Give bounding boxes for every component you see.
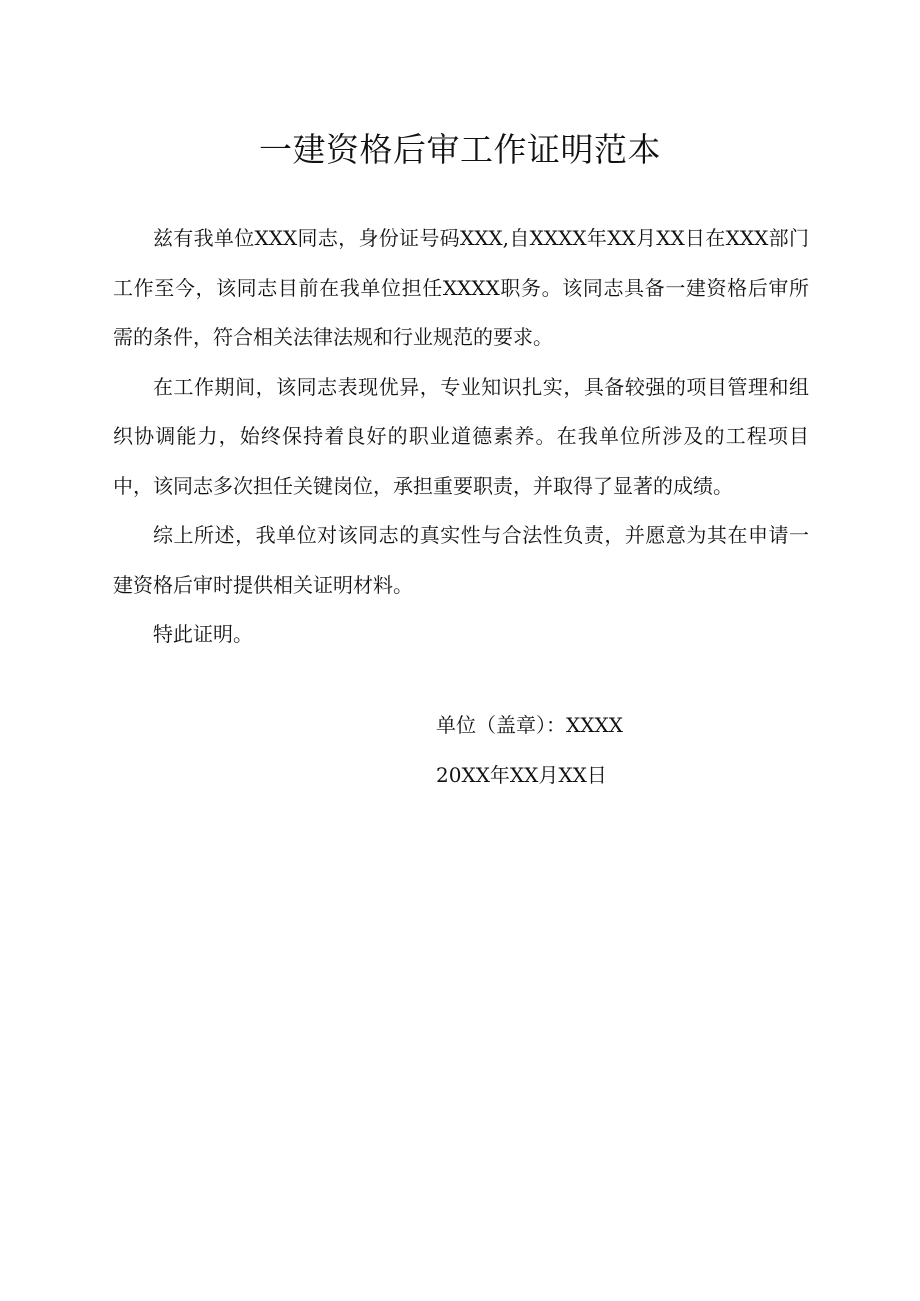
document-body	[113, 214, 809, 660]
signature-unit: 单位（盖章）：XXXX	[436, 713, 623, 737]
body-paragraph-2: 在工作期间，该同志表现优异，专业知识扎实，具备较强的项目管理和组织协调能力，始终保持着良好的职业道德素养。在我单位所涉及的工程项目中，该同志多次担任关键岗位，承担重要职责，并取得了显著的成绩。	[113, 374, 809, 498]
document-title: 一建资格后审工作证明范本	[259, 130, 661, 169]
signature-block	[436, 701, 623, 800]
body-paragraph-3: 综上所述，我单位对该同志的真实性与合法性负责，并愿意为其在申请一建资格后审时提供相关证明材料。	[113, 523, 809, 597]
body-paragraph-1: 兹有我单位XXX同志，身份证号码XXX,自XXXX年XX月XX日在XXX部门工作至今，该同志目前在我单位担任XXXX职务。该同志具备一建资格后审所需的条件，符合相关法律法规和行业规范的要求。	[113, 226, 809, 349]
signature-date: 20XX年XX月XX日	[436, 762, 607, 787]
closing-statement: 特此证明。	[153, 622, 253, 646]
